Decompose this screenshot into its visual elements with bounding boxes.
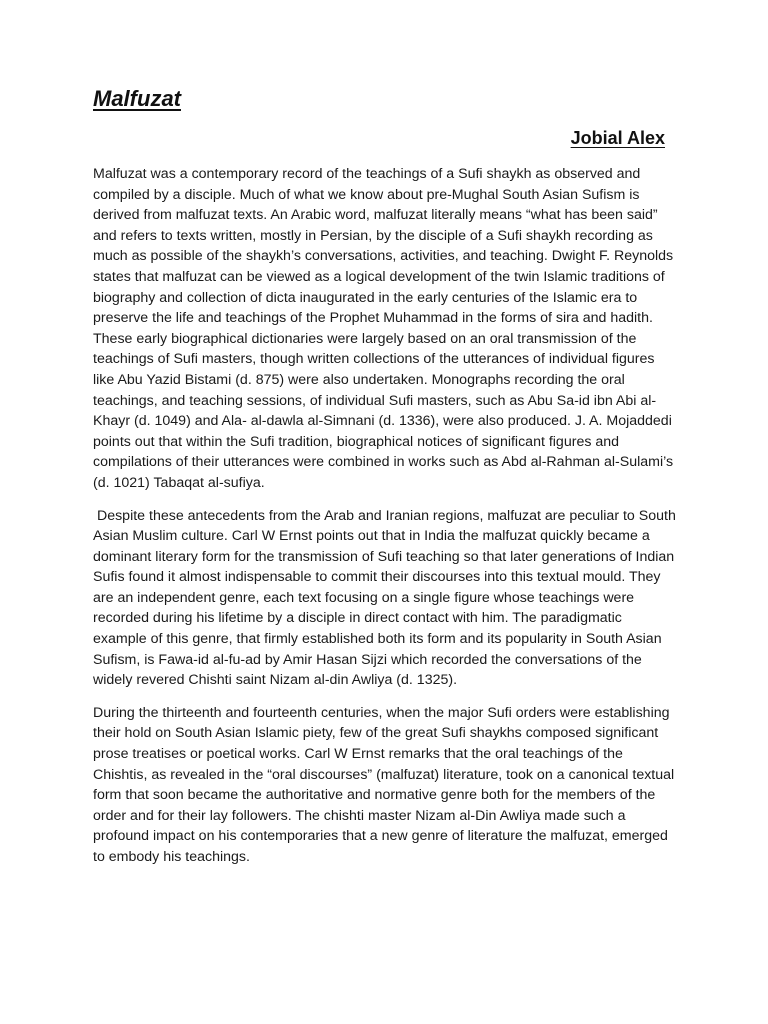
document-body: [93, 164, 679, 880]
paragraph-2: Despite these antecedents from the Arab and Iranian regions, malfuzat are peculiar to South Asian Muslim culture. Carl W Ernst points out that in India the malfuzat quickly became a dominant literary form for the transmission of Sufi teaching so that later generations of Indian Sufis found it almost indispensable to commit their discourses into this textual mould. They are an independent genre, each text focusing on a single figure whose teachings were recorded during his lifetime by a disciple in direct contact with him. The paradigmatic example of this genre, that firmly established both its form and its popularity in South Asian Sufism, is Fawa-id al-fu-ad by Amir Hasan Sijzi which recorded the conversations of the widely revered Chishti saint Nizam al-din Awliya (d. 1325).: [93, 507, 680, 689]
paragraph-1: Malfuzat was a contemporary record of the teachings of a Sufi shaykh as observed and compiled by a disciple. Much of what we know about pre-Mughal South Asian Sufism is derived from malfuzat texts. An Arabic word, malfuzat literally means “what has been said” and refers to texts written, mostly in Persian, by the disciple of a Sufi shaykh recording as much as possible of the shaykh’s conversations, activities, and teaching. Dwight F. Reynolds states that malfuzat can be viewed as a logical development of the twin Islamic traditions of biography and collection of dicta inaugurated in the early centuries of the Islamic era to preserve the life and teachings of the Prophet Muhammad in the forms of sira and hadith. These early biographical dictionaries were largely based on an oral transmission of the teachings of Sufi masters, though written collections of the utterances of individual figures like Abu Yazid Bistami (d. 875) were also undertaken. Monographs recording the oral teachings, and teaching sessions, of individual Sufi masters, such as Abu Sa-id ibn Abi al-Khayr (d. 1049) and Ala- al-dawla al-Simnani (d. 1336), were also produced. J. A. Mojaddedi points out that within the Sufi tradition, biographical notices of significant figures and compilations of their utterances were combined in works such as Abd al-Rahman al-Sulami’s (d. 1021) Tabaqat al-sufiya.: [93, 166, 674, 491]
paragraph-3: During the thirteenth and fourteenth centuries, when the major Sufi orders were establishing their hold on South Asian Islamic piety, few of the great Sufi shaykhs composed significant prose treatises or poetical works. Carl W Ernst remarks that the oral teachings of the Chishtis, as revealed in the “oral discourses” (malfuzat) literature, took on a canonical textual form that soon became the authoritative and normative genre both for the members of the order and for their lay followers. The chishti master Nizam al-Din Awliya made such a profound impact on his contemporaries that a new genre of literature the malfuzat, emerged to embody his teachings.: [93, 704, 675, 865]
document-title: Malfuzat: [93, 86, 181, 111]
document-author: Jobial Alex: [570, 128, 665, 148]
